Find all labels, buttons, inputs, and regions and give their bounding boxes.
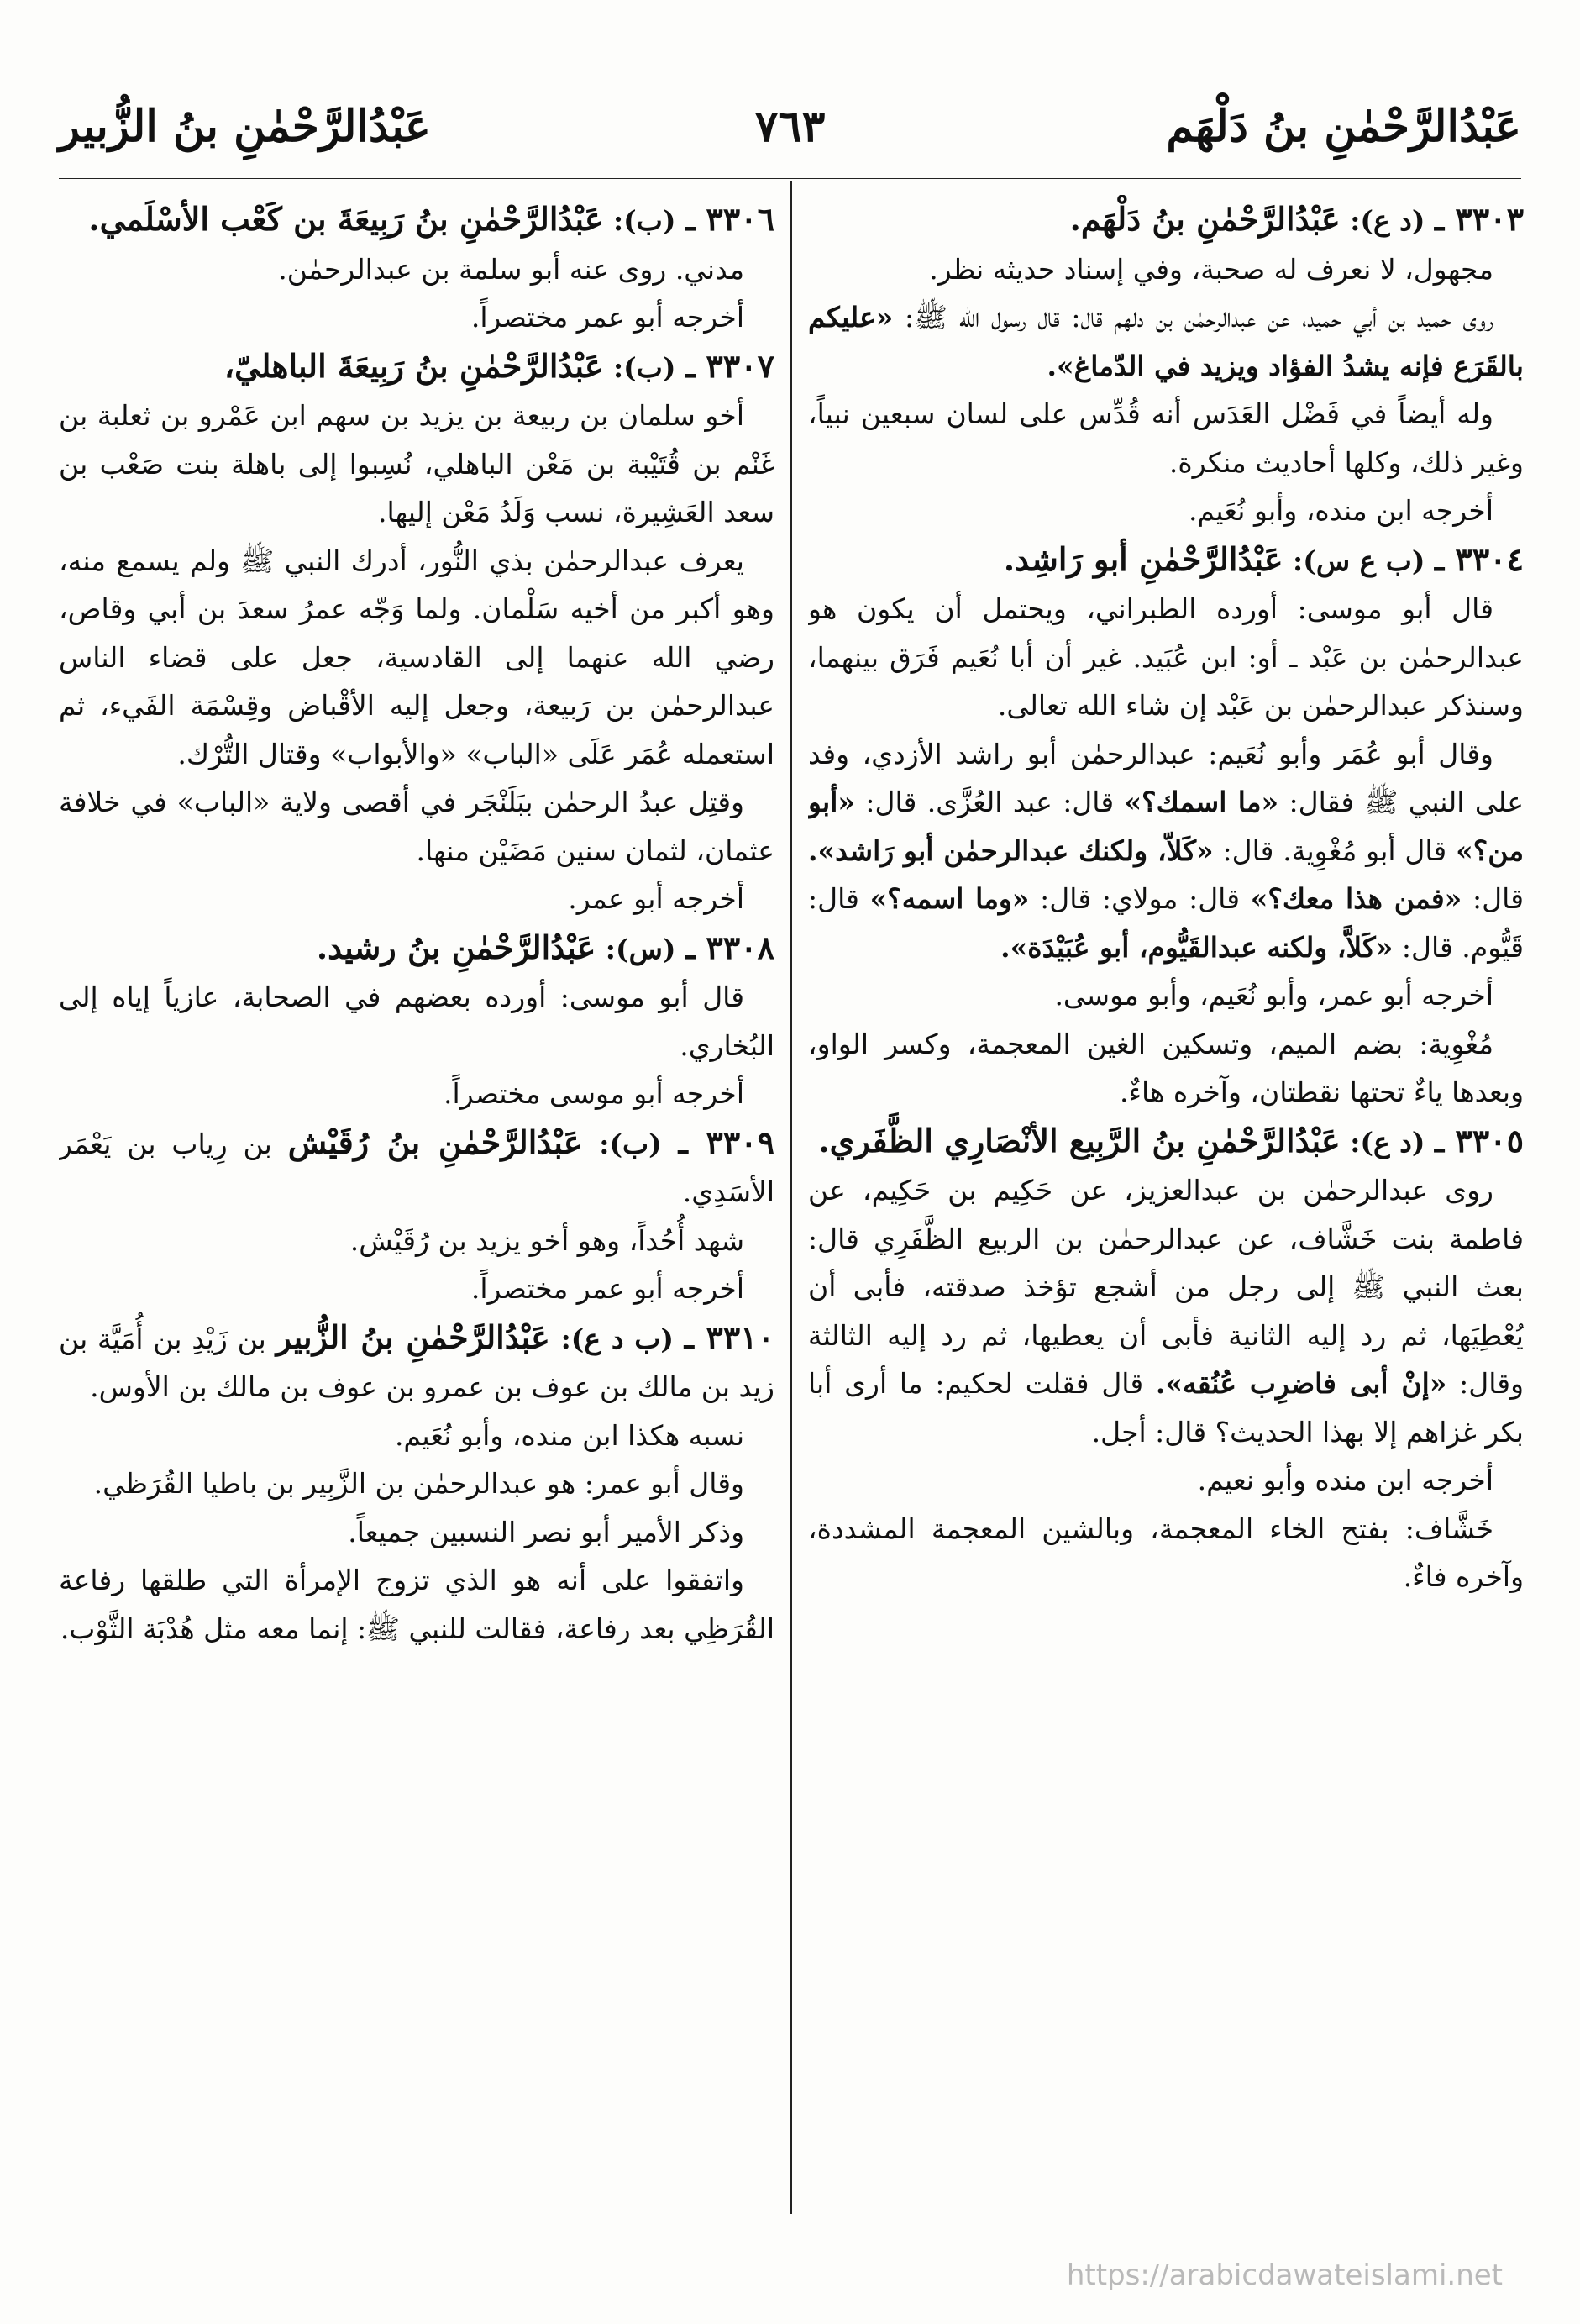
paragraph: مدني. روى عنه أبو سلمة بن عبدالرحمٰن. [278, 252, 744, 286]
right-column [808, 195, 1524, 2203]
left-column [59, 195, 774, 2203]
entry-heading-3308: ٣٣٠٨ ـ (س): عَبْدُالرَّحْمٰنِ بنُ رشيد. [316, 928, 774, 966]
source-watermark: https://arabicdawateislami.net [1066, 2258, 1503, 2292]
paragraph: أخرجه أبو موسى مختصراً. [443, 1077, 744, 1110]
paragraph: روى حميد بن أبي حميد، عن عبدالرحمٰن بن دلهم قال: قال رسول الله ﷺ: «عليكم بالقَرَع فإنه يشدُ الفؤاد ويزيد في الدّماغ». [808, 301, 1524, 382]
entry-heading-3303: ٣٣٠٣ ـ (د ع): عَبْدُالرَّحْمٰنِ بنُ دَلْهَم. [1069, 200, 1524, 238]
paragraph: أخرجه أبو عمر مختصراً. [470, 1272, 744, 1305]
paragraph: وله أيضاً في فَضْل العَدَس أنه قُدِّس على لسان سبعين نبياً، وغير ذلك، وكلها أحاديث منكرة. [808, 397, 1524, 479]
paragraph: أخرجه ابن منده وأبو نعيم. [1197, 1464, 1493, 1496]
running-header [59, 101, 1521, 168]
paragraph: قال أبو موسى: أورده بعضهم في الصحابة، عازياً إياه إلى البُخاري. [59, 981, 774, 1062]
paragraph: يعرف عبدالرحمٰن بذي النُّور، أدرك النبي ﷺ ولم يسمع منه، وهو أكبر من أخيه سَلْمان. ولما وَجّه عمرُ سعدَ بن أبي وقاص، رضي الله عنهما إلى القادسية، جعل على قضاء الناس عبدالرحمٰن بن رَبيعة، وجعل إليه الأقْباض وقِسْمَة الفَيء، ثم استعمله عُمَر عَلَى «الباب» «والأبواب» وقتال التُّرْك. [59, 544, 774, 770]
paragraph: خَشَّاف: بفتح الخاء المعجمة، وبالشين المعجمة المشددة، وآخره فاءٌ. [808, 1512, 1524, 1593]
paragraph: روى عبدالرحمٰن بن عبدالعزيز، عن حَكِيم بن حَكِيم، عن فاطمة بنت خَشَّاف، عن عبدالرحمٰن بن الربيع الظَّفَرِي قال: بعث النبي ﷺ إلى رجل من أشجع تؤخذ صدقته، فأبى أن يُعْطِيَها، ثم رد إليه الثانية فأبى أن يعطيها، ثم رد إليه الثالثة وقال: «إنْ أبى فاضرِب عُنُقه». قال فقلت لحكيم: ما أرى أبا بكر غزاهم إلا بهذا الحديث؟ قال: أجل. [808, 1174, 1524, 1449]
paragraph: شهد أُحُداً، وهو أخو يزيد بن رُقَيْش. [349, 1223, 744, 1257]
paragraph: وقتِل عبدُ الرحمٰن ببَلَنْجَر في أقصى ولاية «الباب» في خلافة عثمان، لثمان سنين مَضَيْن منها. [59, 786, 774, 867]
entry-heading-3306: ٣٣٠٦ ـ (ب): عَبْدُالرَّحْمٰنِ بنُ رَبِيعَةَ بن كَعْب الأسْلَمي. [88, 200, 774, 238]
paragraph: واتفقوا على أنه هو الذي تزوج الإمرأة التي طلقها رفاعة القُرَظِي بعد رفاعة، فقالت للنبي ﷺ: إنما معه مثل هُدْبَة الثَّوْب. [59, 1564, 774, 1645]
hadith-quote: «إنْ أبى فاضرِب عُنُقه». [1155, 1367, 1447, 1400]
paragraph: نسبه هكذا ابن منده، وأبو نُعَيم. [394, 1418, 744, 1452]
entry-heading-3305: ٣٣٠٥ ـ (د ع): عَبْدُالرَّحْمٰنِ بنُ الرَّبِيع الأنْصَارِي الظَّفَري. [818, 1121, 1524, 1159]
entry-heading-3310: ٣٣١٠ ـ (ب د ع): عَبْدُالرَّحْمٰنِ بنُ الزُّبير بن زَيْدِ بن أُمَيَّة بن زيد بن مالك بن عوف بن عمرو بن عوف بن مالك بن الأوس. [59, 1317, 774, 1403]
paragraph: أخرجه أبو عمر مختصراً. [470, 301, 744, 334]
entry-heading-3307: ٣٣٠٧ ـ (ب): عَبْدُالرَّحْمٰنِ بنُ رَبِيعَةَ الباهليّ، [223, 346, 774, 385]
running-head-left: عَبْدُالرَّحْمٰنِ بنُ الزُّبير [59, 101, 431, 152]
paragraph: أخرجه أبو عمر. [568, 882, 744, 915]
paragraph: وذكر الأمير أبو نصر النسبين جميعاً. [348, 1515, 744, 1548]
entry-heading-3309: ٣٣٠٩ ـ (ب): عَبْدُالرَّحْمٰنِ بنُ رُقَيْش بن رِياب بن يَعْمَر الأسَدِي. [59, 1123, 774, 1208]
running-head-right: عَبْدُالرَّحْمٰنِ بنُ دَلْهَم [1166, 101, 1521, 152]
paragraph: قال أبو موسى: أورده الطبراني، ويحتمل أن يكون هو عبدالرحمٰن بن عَبْد ـ أو: ابن عُبَيد. غير أن أبا نُعَيم فَرَق بينهما، وسنذكر عبدالرحمٰن بن عَبْد إن شاء الله تعالى. [808, 592, 1524, 722]
hadith-quote: «عليكم بالقَرَع فإنه يشدُ الفؤاد ويزيد في الدّماغ». [808, 301, 1524, 382]
paragraph: وقال أبو عمر: هو عبدالرحمٰن بن الزَّبِير بن باطيا القُرَظي. [93, 1467, 744, 1500]
paragraph: أخرجه ابن منده، وأبو نُعَيم. [1188, 494, 1493, 527]
paragraph: أخو سلمان بن ربيعة بن يزيد بن سهم ابن عَمْرو بن ثعلبة بن غَنْم بن قُتَيْبة بن مَعْن الباهلي، نُسِبوا إلى باهلة بنت صَعْب بن سعد العَشِيرة، نسب وَلَدُ مَعْن إليها. [59, 399, 774, 528]
paragraph: مُغْوِية: بضم الميم، وتسكين الغين المعجمة، وكسر الواو، وبعدها ياءٌ تحتها نقطتان، وآخره هاءٌ. [808, 1027, 1524, 1108]
paragraph: أخرجه أبو عمر، وأبو نُعَيم، وأبو موسى. [1054, 979, 1493, 1012]
paragraph: مجهول، لا نعرف له صحبة، وفي إسناد حديثه نظر. [929, 252, 1493, 286]
column-divider [790, 181, 792, 2214]
paragraph: وقال أبو عُمَر وأبو نُعَيم: عبدالرحمٰن أبو راشد الأزدي، وفد على النبي ﷺ فقال: «ما اسمك؟» قال: عبد العُزَّى. قال: «أبو من؟» قال أبو مُغْوِية. قال: «كَلاّ، ولكنك عبدالرحمٰن أبو رَاشد». قال: «فمن هذا معك؟» قال: مولاي: قال: «وما اسمه؟» قال: قَيُّوم. قال: «كَلاَّ، ولكنه عبدالقَيُّوم، أبو عُبَيْدَة». [808, 737, 1524, 964]
entry-heading-3304: ٣٣٠٤ ـ (ب ع س): عَبْدُالرَّحْمٰنِ أبو رَاشِد. [1003, 539, 1524, 578]
page-number: ٧٦٣ [754, 101, 826, 152]
